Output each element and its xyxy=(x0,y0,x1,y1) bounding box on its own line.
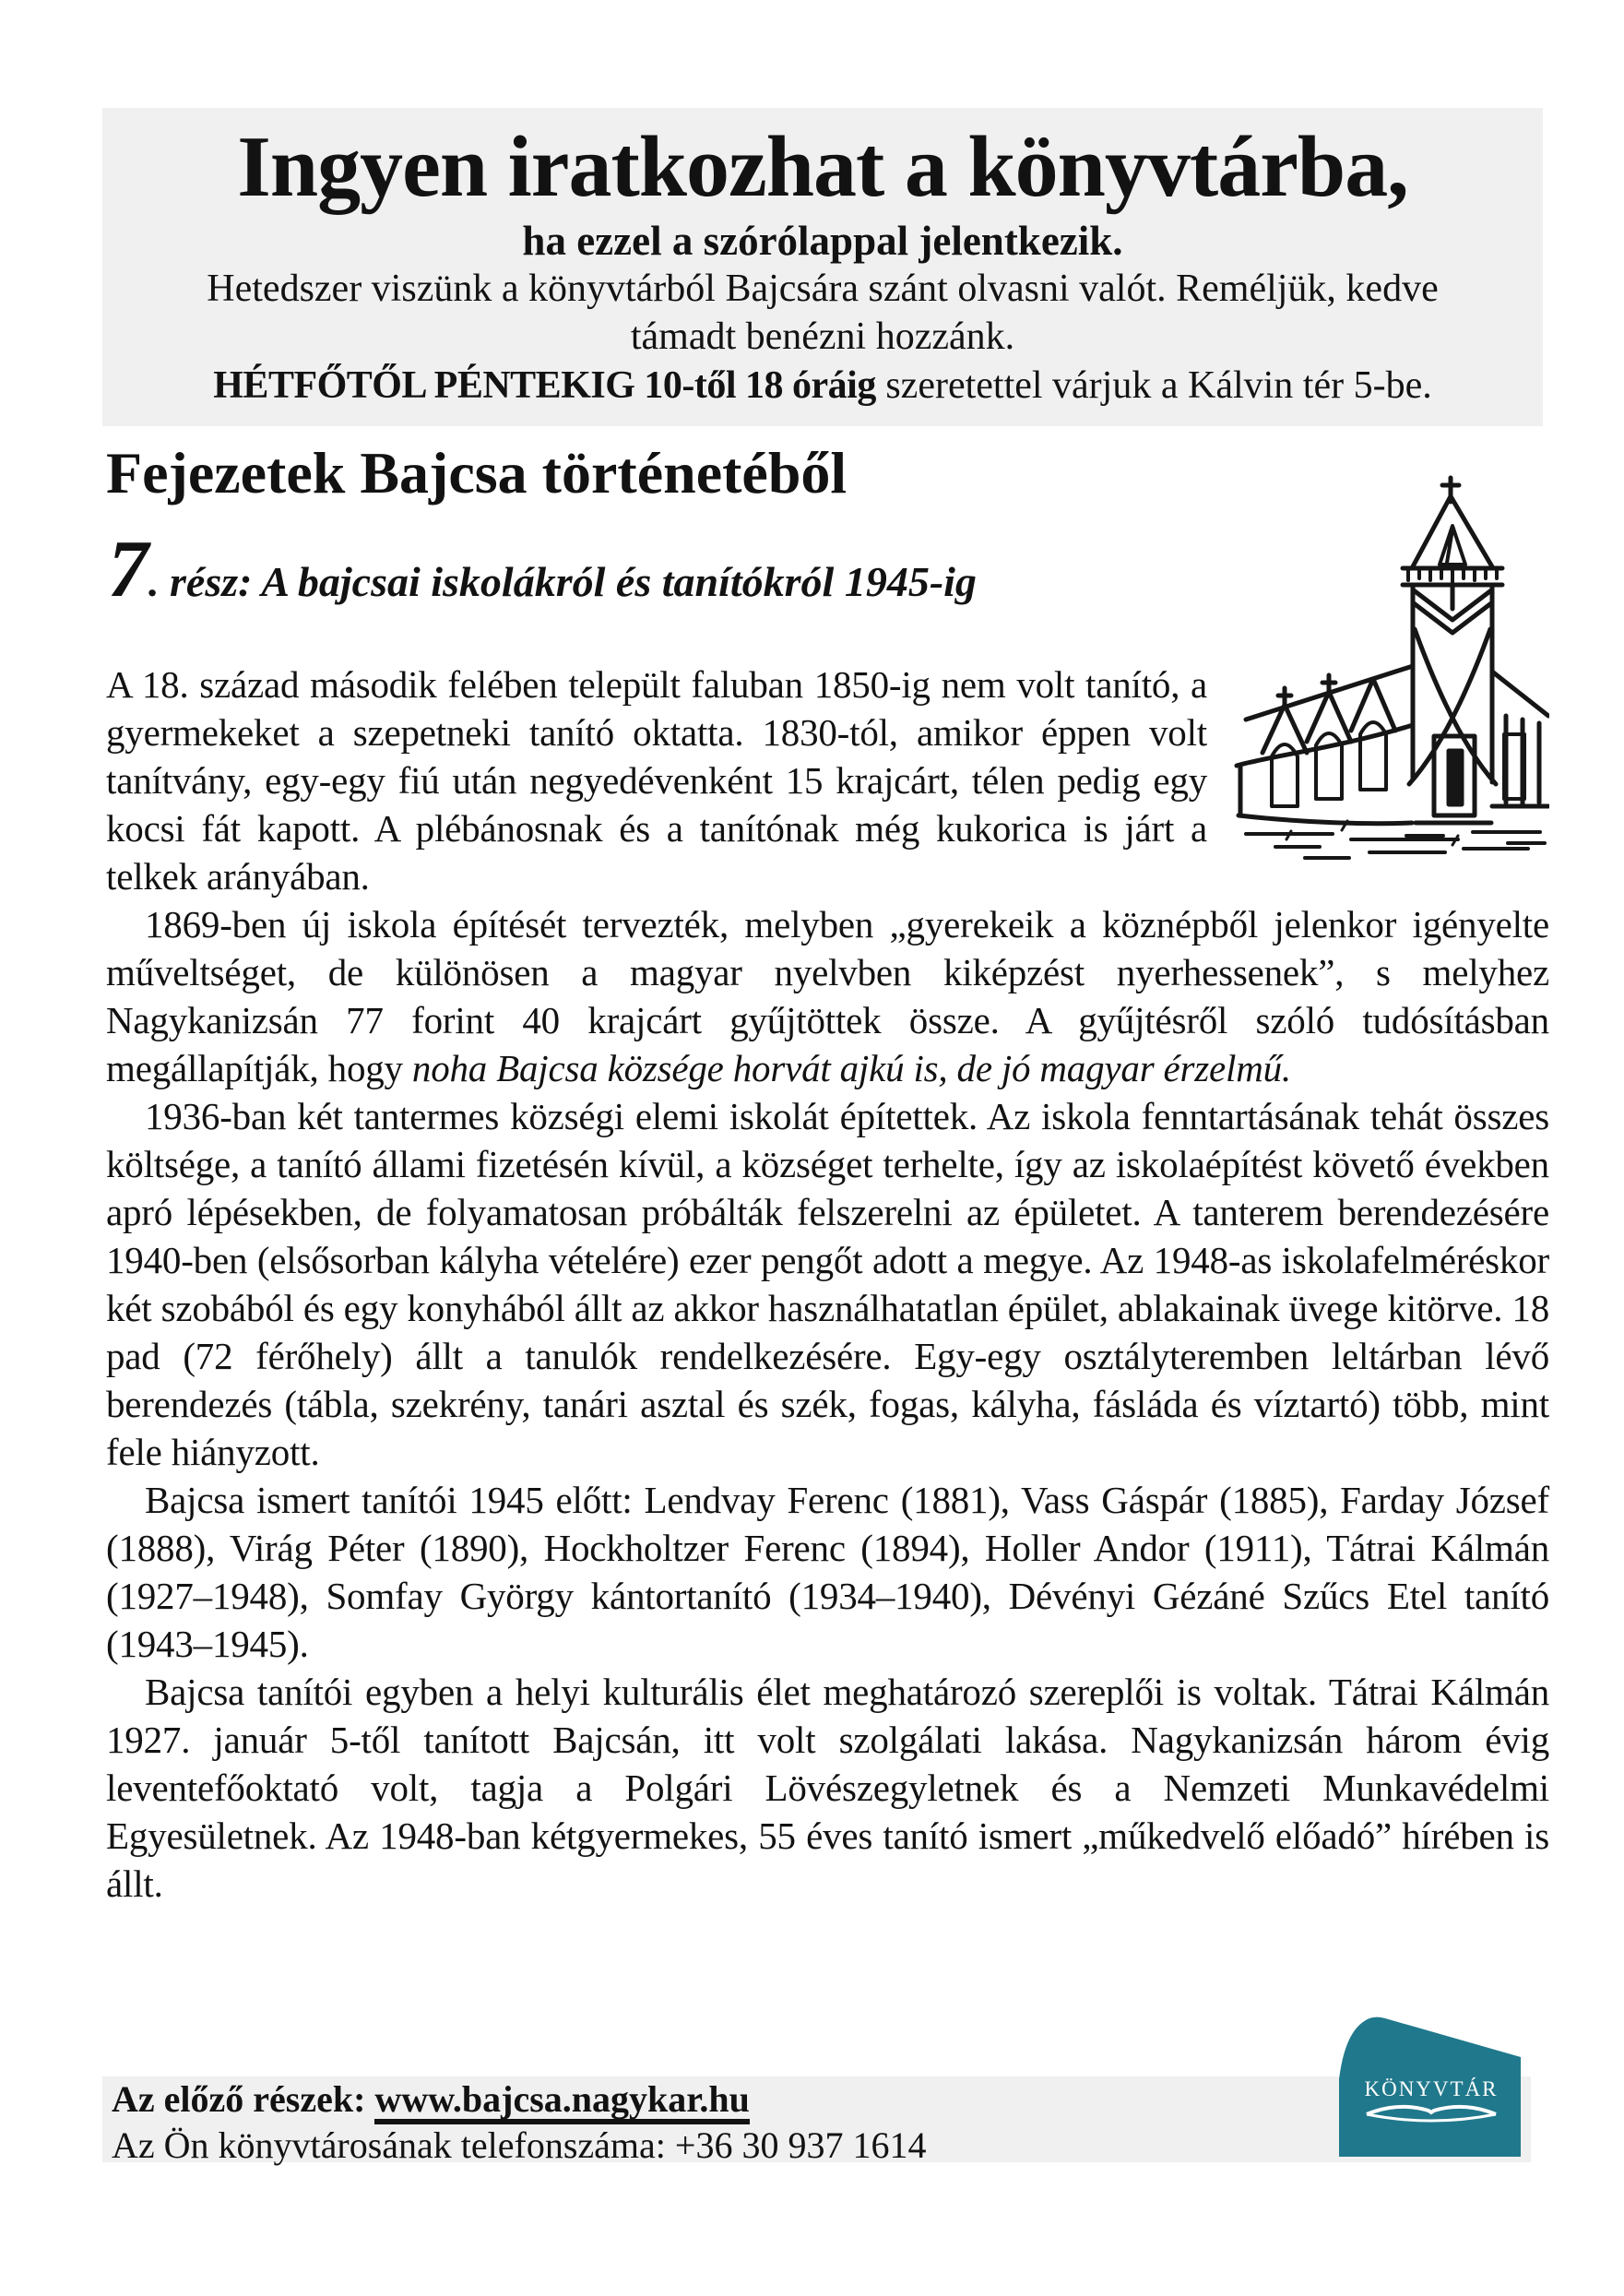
intro-line-1: Hetedszer viszünk a könyvtárból Bajcsára szánt olvasni valót. Reméljük, kedve xyxy=(207,268,1439,310)
library-logo xyxy=(1339,1983,1523,2159)
church-illustration xyxy=(1231,474,1549,862)
footer xyxy=(102,2076,1531,2166)
flyer-subtitle: ha ezzel a szórólappal jelentkezik. xyxy=(522,218,1123,264)
library-logo-text: KÖNYVTÁR xyxy=(1364,2077,1499,2100)
previous-parts-line xyxy=(112,2078,1531,2124)
flyer-header xyxy=(102,108,1543,426)
body-paragraph: Bajcsa tanítói egyben a helyi kulturális élet meghatározó szereplői is voltak. Tátrai Kálmán 1927. január 5-től tanított Bajcsán, itt volt szolgálati lakása. Nagykanizsán három évig leventefőoktató volt, tagja a Polgári Lövészegyletnek és a Nemzeti Munkavédelmi Egyesületnek. Az 1948-ban kétgyermekes, 55 éves tanító ismert „műkedvelő előadó” hírében is állt. xyxy=(106,1671,1549,1905)
opening-hours-line xyxy=(102,361,1543,411)
article xyxy=(106,441,1549,1908)
part-subtitle-text: . rész: A bajcsai iskolákról és tanítókról 1945-ig xyxy=(148,558,977,605)
part-number: 7 xyxy=(108,525,148,614)
body-paragraph: A 18. század második felében települt faluban 1850-ig nem volt tanító, a gyermekeket a szepetneki tanító oktatta. 1830-tól, amikor éppen volt tanítvány, egy-egy fiú után negyedévenként 15 krajcárt, télen pedig egy kocsi fát kapott. A plébánosnak és a tanítónak még kukorica is járt a telkek arányában. xyxy=(106,663,1207,898)
previous-parts-label: Az előző részek: xyxy=(112,2078,375,2120)
section-title: Fejezetek Bajcsa történetéből xyxy=(106,440,848,506)
previous-parts-link[interactable]: www.bajcsa.nagykar.hu xyxy=(374,2081,749,2124)
intro-line-2: támadt benézni hozzánk. xyxy=(630,315,1015,358)
body-paragraph: 1869-ben új iskola építését tervezték, melyben „gyerekeik a köznépből jelenkor igényelte műveltséget, de különösen a magyar nyelvben kiképzést nyerhessenek”, s melyhez Nagykanizsán 77 forint 40 krajcárt gyűjtöttek össze. A gyűjtésről szóló tudósításban megállapítják, hogy noha Bajcsa községe horvát ajkú is, de jó magyar érzelmű. xyxy=(106,903,1549,1089)
opening-hours-rest: szeretettel várjuk a Kálvin tér 5-be. xyxy=(875,364,1432,407)
body-paragraph: 1936-ban két tantermes községi elemi iskolát építettek. Az iskola fenntartásának tehát összes költsége, a tanító állami fizetésén kívül, a községet terhelte, így az iskolaépítést követő években apró lépésekben, de folyamatosan próbálták felszerelni az épületet. A tanterem berendezésére 1940-ben (elsősorban kályha vételére) ezer pengőt adott a megye. Az 1948-as iskolafelméréskor két szobából és egy konyhából állt az akkor használhatatlan épület, ablakainak üvege kitörve. 18 pad (72 férőhely) állt a tanulók rendelkezésére. Egy-egy osztályteremben leltárban lévő berendezés (tábla, szekrény, tanári asztal és szék, fogas, kályha, fásláda és víztartó) több, mint fele hiányzott. xyxy=(106,1095,1549,1473)
flyer-intro xyxy=(102,265,1543,361)
library-logo-icon xyxy=(1339,1983,1523,2159)
flyer-title: Ingyen iratkozhat a könyvtárba, xyxy=(237,119,1408,215)
opening-hours-bold: HÉTFŐTŐL PÉNTEKIG 10-től 18 óráig xyxy=(213,364,876,407)
church-drawing-icon xyxy=(1231,474,1549,862)
body-paragraph: Bajcsa ismert tanítói 1945 előtt: Lendvay Ferenc (1881), Vass Gáspár (1885), Farday József (1888), Virág Péter (1890), Hockholtzer Ferenc (1894), Holler Andor (1911), Tátrai Kálmán (1927–1948), Somfay György kántortanító (1934–1940), Dévényi Gézáné Szűcs Etel tanító (1943–1945). xyxy=(106,1479,1549,1665)
librarian-phone-line: Az Ön könyvtárosának telefonszáma: +36 30 937 1614 xyxy=(112,2124,927,2166)
